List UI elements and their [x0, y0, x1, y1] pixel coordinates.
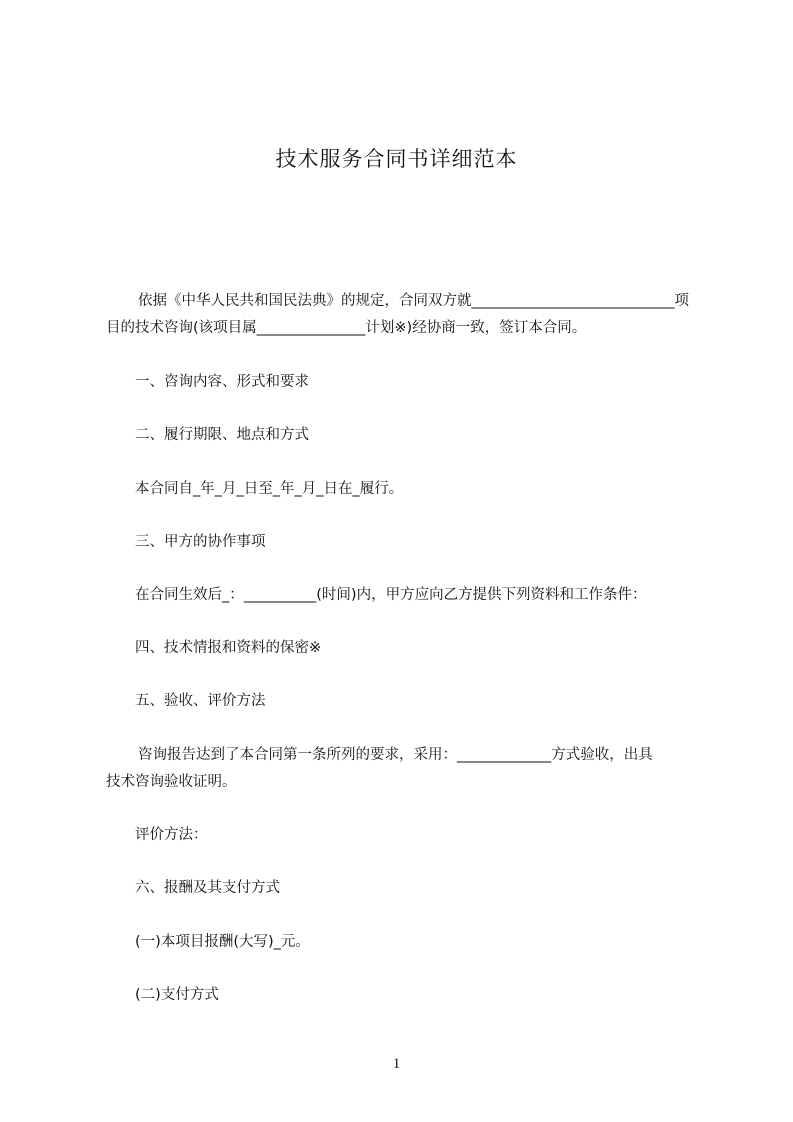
section-heading-5: 五、验收、评价方法 [135, 693, 266, 709]
section-heading-3: 三、甲方的协作事项 [135, 534, 266, 550]
section-heading-2: 二、履行期限、地点和方式 [135, 427, 309, 443]
paragraph-intro-line-1: 依据《中华人民共和国民法典》的规定，合同双方就____________________________项 [138, 293, 689, 309]
section-heading-6: 六、报酬及其支付方式 [135, 880, 280, 896]
section-heading-4: 四、技术情报和资料的保密※ [135, 640, 322, 656]
paragraph-term: 本合同自_年_月_日至_年_月_日在_履行。 [135, 481, 404, 497]
paragraph-intro-line-2: 目的技术咨询(该项目属_______________计划※)经协商一致，签订本合同。 [106, 320, 587, 336]
paragraph-payment-amount: (一)本项目报酬(大写)_元。 [135, 934, 310, 950]
paragraph-acceptance-line-2: 技术咨询验收证明。 [106, 774, 237, 790]
document-title: 技术服务合同书详细范本 [275, 147, 518, 171]
paragraph-payment-method: (二)支付方式 [135, 987, 219, 1003]
page-number: 1 [392, 1056, 401, 1072]
paragraph-evaluation: 评价方法： [135, 827, 208, 843]
section-heading-1: 一、咨询内容、形式和要求 [135, 374, 309, 390]
paragraph-acceptance-line-1: 咨询报告达到了本合同第一条所列的要求，采用：_____________方式验收，出具 [138, 747, 653, 763]
paragraph-cooperation: 在合同生效后_：__________(时间)内，甲方应向乙方提供下列资料和工作条件： [135, 587, 647, 603]
